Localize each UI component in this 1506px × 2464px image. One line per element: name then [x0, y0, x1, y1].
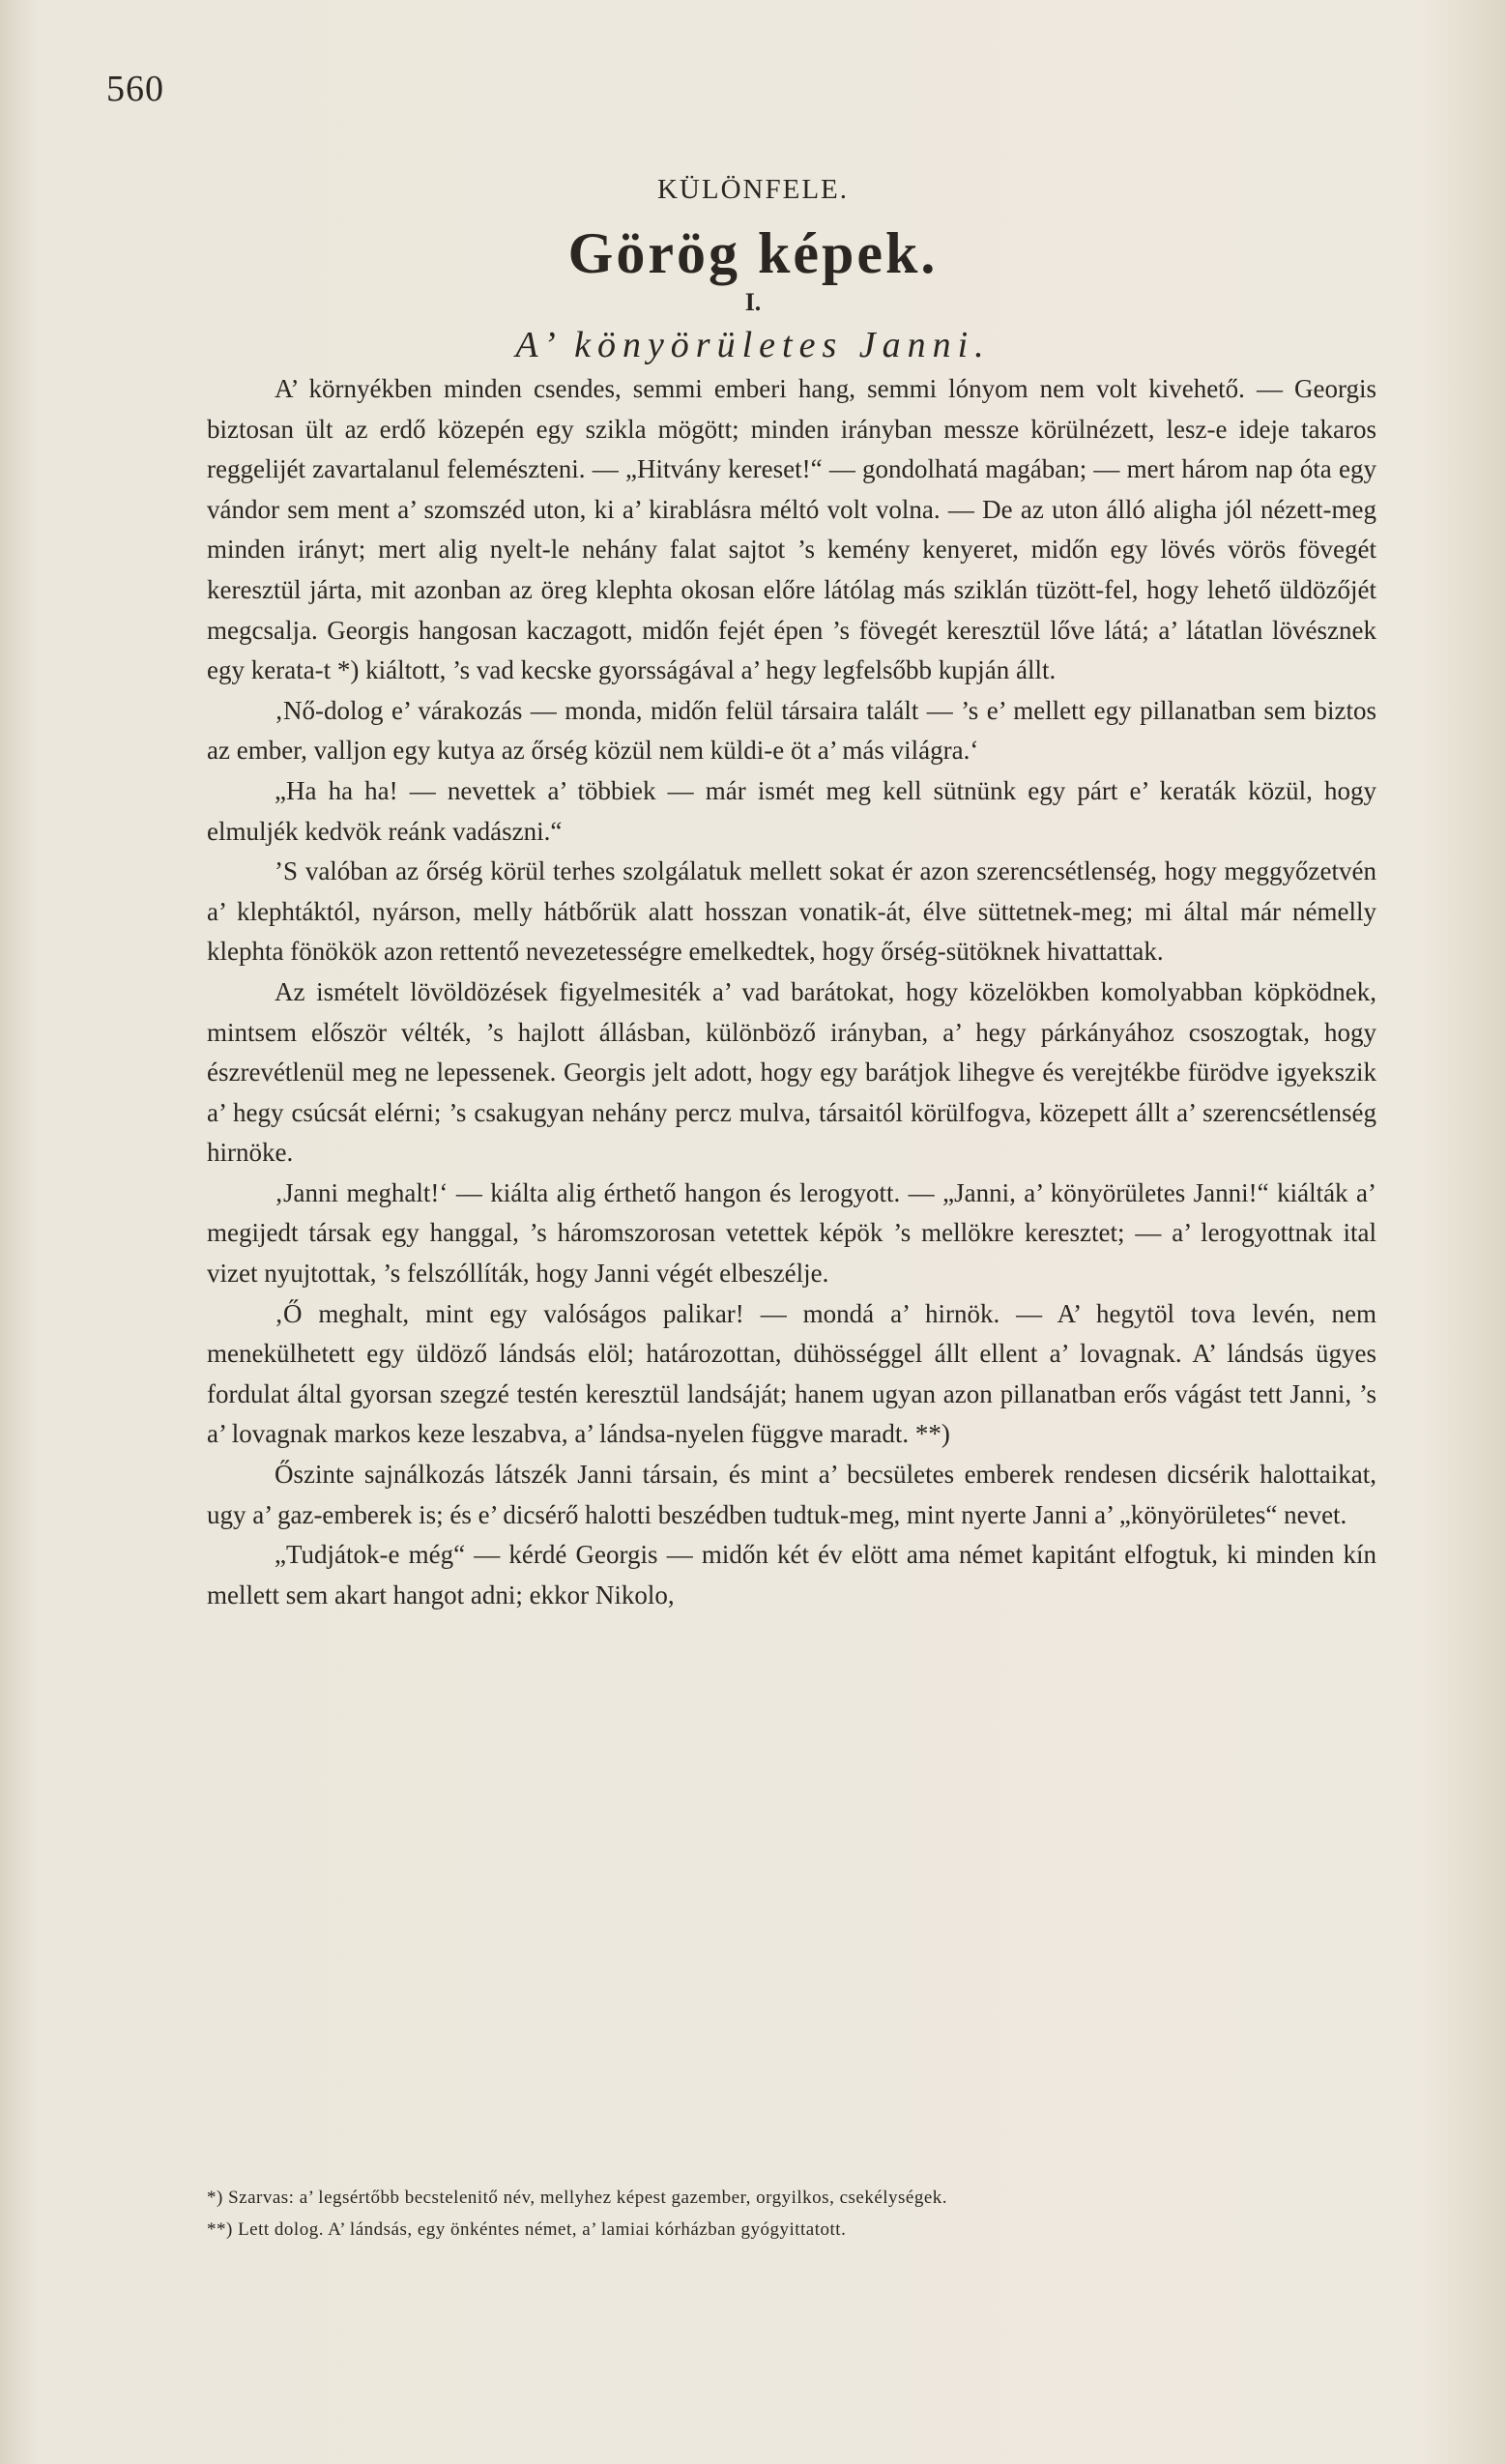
paragraph-6: ‚Janni meghalt!‘ — kiálta alig érthető hangon és lerogyott. — „Janni, a’ könyörületes Janni!“ kiálták a’ megijedt társak egy hanggal, ’s háromszorosan vetettek képök ’s mellökre keresztet; — a’ lerogyottnak ital vizet nyujtottak, ’s felszóllíták, hogy Janni végét elbeszélje.	[207, 1177, 1376, 1289]
chapter-title: A’ könyörületes Janni.	[515, 325, 991, 365]
paragraph-4: ’S valóban az őrség körül terhes szolgálatuk mellett sokat ér azon szerencsétlenség, hogy meggyőzetvén a’ klephtáktól, nyárson, melly hátbőrük alatt hosszan vonatik-át, élve süttetnek-meg; mi által már némelly klephta fönökök azon rettentő nevezetességre emelkedtek, hogy őrség-sütöknek hivattattak.	[207, 856, 1376, 967]
paragraph-2: ‚Nő-dolog e’ várakozás — monda, midőn felül társaira talált — ’s e’ mellett egy pillanatban sem biztos az ember, valljon egy kutya az őrség közül nem küldi-e öt a’ más világra.‘	[207, 695, 1376, 766]
chapter-number: I.	[744, 288, 762, 316]
page-number: 560	[106, 69, 164, 109]
paragraph-8: Őszinte sajnálkozás látszék Janni társain, és mint a’ becsületes emberek rendesen dicsérik halottaikat, ugy a’ gaz-emberek is; és e’ dicsérő halotti beszédben tudtuk-meg, mint nyerte Janni a’ „könyörületes“ nevet.	[207, 1460, 1376, 1529]
section-heading: KÜLÖNFELE.	[656, 174, 849, 205]
paragraph-9: „Tudjátok-e még“ — kérdé Georgis — midőn két év elött ama német kapitánt elfogtuk, ki minden kín mellett sem akart hangot adni; ekkor Nikolo,	[207, 1540, 1376, 1609]
article-title: Görög képek.	[567, 221, 939, 285]
paragraph-7: ‚Ő meghalt, mint egy valóságos palikar! — mondá a’ hirnök. — A’ hegytöl tova levén, nem menekülhetett egy üldöző lándsás elöl; határozottan, dühösséggel állt ellent a’ lovagnak. A’ lándsás ügyes fordulat által gyorsan szegzé testén keresztül landsáját; hanem ugyan azon pillanatban erős vágást tett Janni, ’s a’ lovagnak markos keze leszabva, a’ lándsa-nyelen függve maradt. **)	[207, 1298, 1376, 1449]
paragraph-5: Az ismételt lövöldözések figyelmesiték a’ vad barátokat, hogy közelökben komolyabban köpködnek, mintsem először vélték, ’s hajlott állásban, különböző irányban, a’ hegy párkányához csoszogtak, hogy észrevétlenül meg ne lepessenek. Georgis jelt adott, hogy egy barátjok lihegve és verejtékbe fürödve igyekszik a’ hegy csúcsát elérni; ’s csakugyan nehány percz mulva, társaitól körülfogva, közepett állt a’ szerencsétlenség hirnöke.	[207, 976, 1376, 1168]
footnote-1: *) Szarvas: a’ legsértőbb becstelenitő név, mellyhez képest gazember, orgyilkos, csekélységek.	[207, 2188, 948, 2208]
footnote-2: **) Lett dolog. A’ lándsás, egy önkéntes német, a’ lamiai kórházban gyógyittatott.	[207, 2219, 847, 2240]
article-body	[207, 369, 1376, 1615]
paragraph-3: „Ha ha ha! — nevettek a’ többiek — már ismét meg kell sütnünk egy párt e’ keraták közül, hogy elmuljék kedvök reánk vadászni.“	[207, 775, 1376, 846]
paragraph-1: A’ környékben minden csendes, semmi emberi hang, semmi lónyom nem volt kivehető. — Georgis biztosan ült az erdő közepén egy szikla mögött; minden irányban messze körülnézett, lesz-e ideje takaros reggelijét zavartalanul felemészteni. — „Hitvány kereset!“ — gondolhatá magában; — mert három nap óta egy vándor sem ment a’ szomszéd uton, ki a’ kirablásra méltó volt volna. — De az uton álló aligha jól nézett-meg minden irányt; mert alig nyelt-le nehány falat sajtot ’s kemény kenyeret, midőn egy lövés vörös fövegét keresztül járta, mit azonban az öreg klephta okosan előre látólag más sziklán tüzött-fel, hogy lehető üldözőjét megcsalja. Georgis hangosan kaczagott, midőn fejét épen ’s fövegét keresztül lőve látá; a’ látatlan lövésznek egy kerata-t *) kiáltott, ’s vad kecske gyorsságával a’ hegy legfelsőbb kupján állt.	[207, 374, 1376, 685]
footnotes	[207, 2182, 1376, 2246]
